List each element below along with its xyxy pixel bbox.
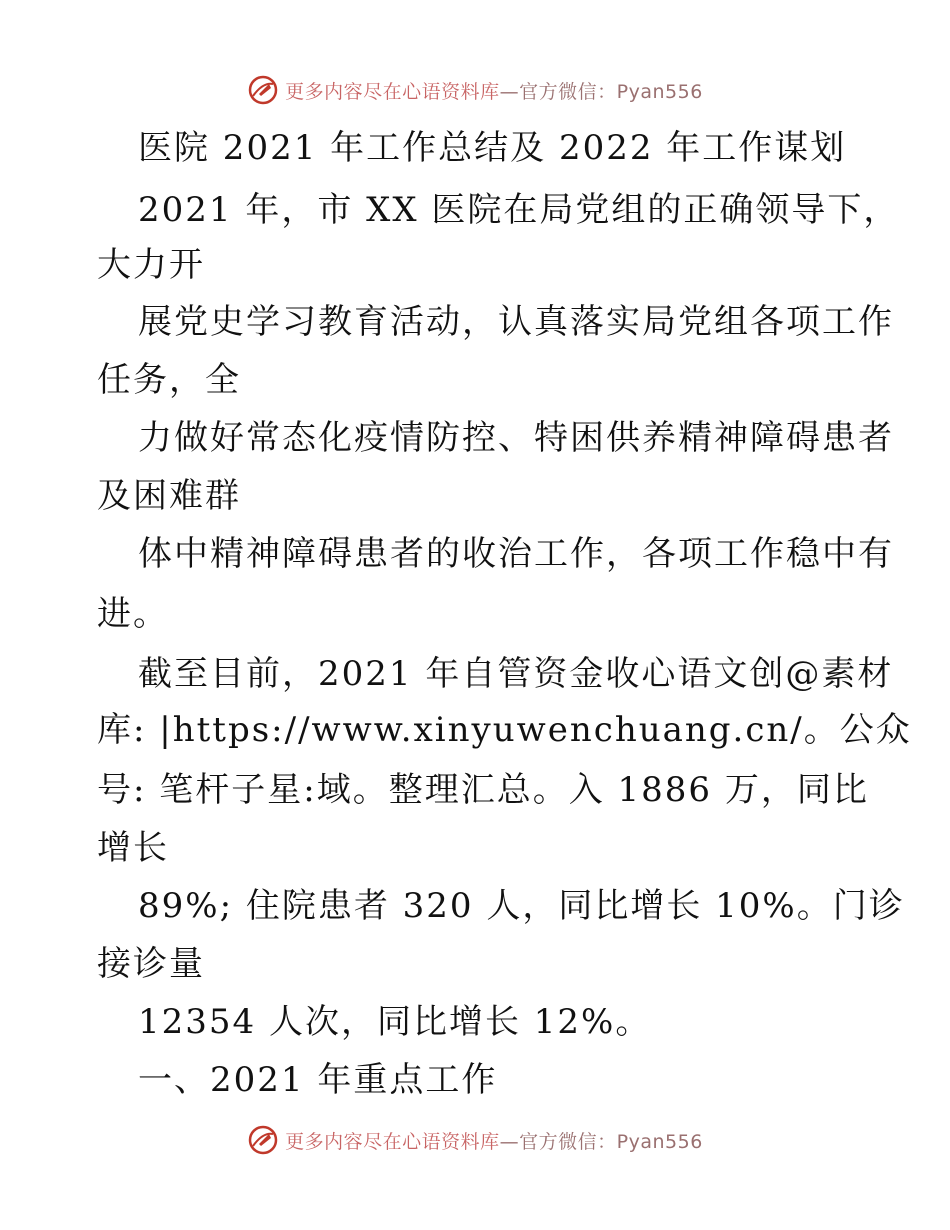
- section-heading: 一、2021 年重点工作: [138, 1060, 498, 1100]
- paragraph-line: 12354 人次，同比增长 12%。: [138, 1002, 652, 1042]
- paragraph-line: 截至目前，2021 年自管资金收心语文创@素材: [138, 654, 894, 694]
- document-title: 医院 2021 年工作总结及 2022 年工作谋划: [138, 128, 847, 168]
- pen-nib-circle-icon: [247, 74, 279, 106]
- paragraph-line: 任务，全: [97, 360, 241, 400]
- paragraph-line: 及困难群: [97, 476, 241, 516]
- paragraph-line: 89%; 住院患者 320 人，同比增长 10%。门诊: [138, 886, 905, 926]
- banner-text: 更多内容尽在心语资料库: [285, 1130, 500, 1153]
- paragraph-line: 大力开: [97, 245, 205, 285]
- banner-text: 更多内容尽在心语资料库: [285, 80, 500, 103]
- banner-suffix: —官方微信：Pyan556: [499, 80, 703, 103]
- paragraph-line: 号: 笔杆子星:域。整理汇总。入 1886 万，同比: [97, 770, 869, 810]
- paragraph-line: 展党史学习教育活动，认真落实局党组各项工作: [138, 302, 894, 342]
- paragraph-line: 增长: [97, 828, 169, 868]
- banner-suffix: —官方微信：Pyan556: [499, 1130, 703, 1153]
- paragraph-line: 2021 年，市 XX 医院在局党组的正确领导下，: [138, 190, 900, 230]
- paragraph-line: 进。: [97, 594, 169, 634]
- paragraph-line: 接诊量: [97, 944, 205, 984]
- paragraph-line: 力做好常态化疫情防控、特困供养精神障碍患者: [138, 418, 894, 458]
- paragraph-line: 体中精神障碍患者的收治工作，各项工作稳中有: [138, 534, 894, 574]
- paragraph-line: 库: |https://www.xinyuwenchuang.cn/。公众: [97, 710, 912, 750]
- header-watermark-banner: [0, 70, 950, 110]
- pen-nib-circle-icon: [247, 1124, 279, 1156]
- footer-watermark-banner: [0, 1120, 950, 1160]
